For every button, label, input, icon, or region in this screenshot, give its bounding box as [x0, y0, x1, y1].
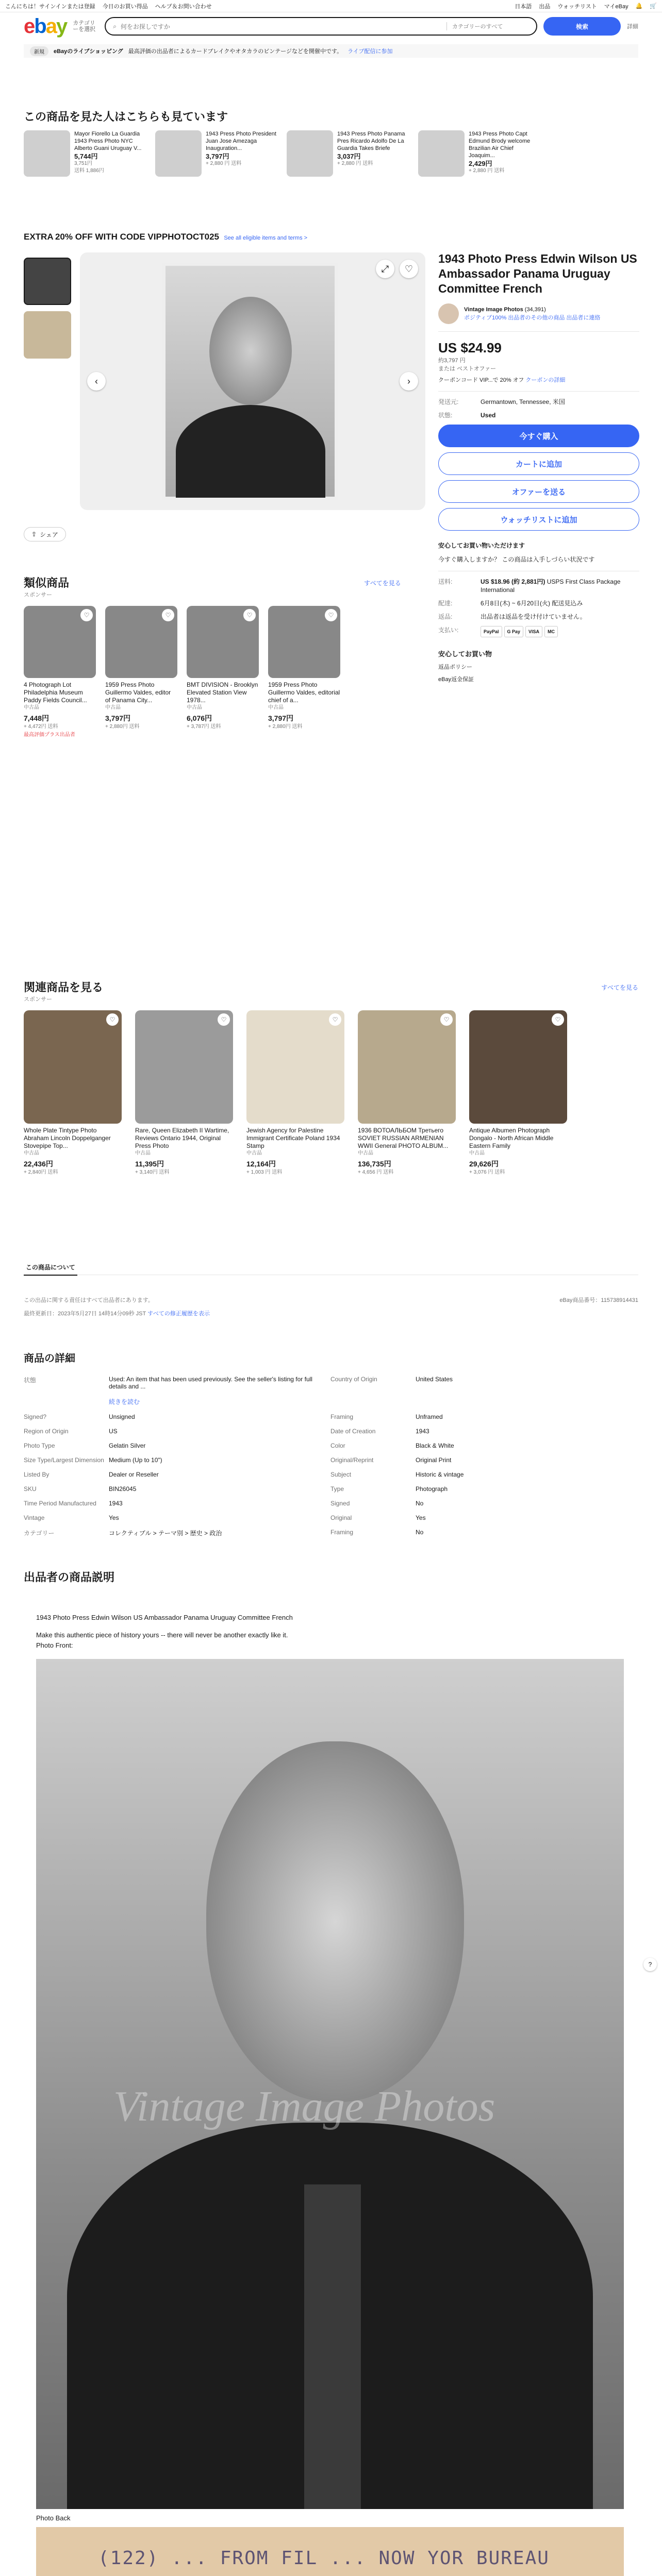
related-see-all[interactable]: すべてを見る	[601, 984, 638, 991]
specifics-table	[24, 1372, 637, 1541]
related-cond: 中古品	[358, 1150, 373, 1156]
prev-image-button[interactable]	[87, 372, 106, 391]
similar-title[interactable]: 1959 Press Photo Guillermo Valdes, editorial chief of a...	[268, 681, 340, 704]
spec-key: Photo Type	[24, 1442, 55, 1449]
similar-cond: 中古品	[268, 705, 284, 710]
spec-value: BIN26045	[109, 1485, 137, 1493]
all-changes-link[interactable]: すべての修正履歴を表示	[147, 1311, 210, 1317]
similar-image[interactable]	[268, 606, 340, 678]
header	[0, 12, 662, 40]
seller-name[interactable]: Vintage Image Photos	[464, 307, 523, 313]
spec-key: Original/Reprint	[330, 1456, 374, 1464]
related-title[interactable]: Rare, Queen Elizabeth II Wartime, Reviews Ontario 1944, Original Press Photo	[135, 1127, 229, 1149]
similar-ship: + 2,880円 送料	[105, 724, 140, 730]
spec-row	[24, 1424, 637, 1438]
trust-heading: 安心してお買い物	[438, 650, 492, 658]
related-heading: 関連商品を見る	[24, 981, 104, 994]
location-value: Germantown, Tennessee, 米国	[481, 398, 565, 405]
spec-value[interactable]: 続きを読む	[109, 1398, 140, 1405]
ebay-number: 115738914431	[601, 1297, 638, 1303]
spec-value: United States	[416, 1376, 453, 1383]
returns-value: 出品者は返品を受け付けていません。	[481, 613, 586, 620]
related-title[interactable]: Antique Albumen Photograph Dongalo - North African Middle Eastern Family	[469, 1127, 554, 1149]
heart-icon[interactable]: ♡	[329, 1013, 341, 1026]
top-bar	[0, 0, 662, 12]
similar-title[interactable]: BMT DIVISION - Brooklyn Elevated Station View 1978...	[187, 681, 258, 704]
product-price: US $24.99	[438, 340, 502, 355]
spec-key: SKU	[24, 1485, 37, 1493]
related-cond: 中古品	[246, 1150, 262, 1156]
related-ship: + 4,656 円 送料	[358, 1170, 394, 1175]
new-pill: 新規	[30, 46, 48, 56]
spec-value: Yes	[416, 1514, 426, 1521]
returns-label: 返品:	[438, 613, 453, 620]
spec-row	[24, 1372, 637, 1394]
related-title[interactable]: Jewish Agency for Palestine Immigrant Certificate Poland 1934 Stamp	[246, 1127, 340, 1149]
watch-heart-button[interactable]	[400, 260, 418, 278]
expand-button[interactable]	[376, 260, 394, 278]
spec-value: Black & White	[416, 1442, 454, 1449]
category-button[interactable]: カテゴリーを選択	[73, 20, 96, 32]
similar-card[interactable]	[24, 606, 96, 738]
product-title: 1943 Photo Press Edwin Wilson US Ambassador Panama Uruguay Committee French	[438, 252, 637, 295]
seen-heading: この商品を見た人はこちらも見ています	[24, 110, 228, 123]
heart-icon[interactable]: ♡	[552, 1013, 564, 1026]
about-note: この出品に関する責任はすべて出品者にあります。	[24, 1297, 154, 1303]
related-section	[24, 979, 638, 1176]
back-text-line: (122) ... FROM FIL ... NOW YOR BUREAU	[98, 2548, 550, 2569]
spec-value: No	[416, 1500, 424, 1507]
spec-value: Unframed	[416, 1413, 443, 1420]
search-input[interactable]	[105, 17, 537, 36]
chevron-right-icon: ›	[407, 376, 410, 386]
banner-title: eBayのライブショッピング	[54, 48, 123, 55]
shipping-value: US $18.96 (約 2,881円)	[481, 578, 547, 585]
photo-back-label: Photo Back	[36, 2514, 71, 2522]
sell-link[interactable]: 出品	[539, 3, 551, 10]
description-photo-back	[36, 2527, 624, 2576]
live-banner	[24, 44, 638, 58]
similar-cond: 中古品	[105, 705, 121, 710]
seen-item[interactable]	[24, 130, 145, 177]
similar-cond: 中古品	[187, 705, 202, 710]
shipping-label: 送料:	[438, 578, 453, 585]
spec-row	[24, 1525, 637, 1541]
cart-icon[interactable]: 🛒	[650, 3, 657, 9]
specifics-heading: 商品の詳細	[24, 1353, 75, 1364]
similar-card[interactable]	[268, 606, 340, 738]
seller-card	[438, 303, 639, 332]
next-image-button[interactable]	[400, 372, 418, 391]
spec-row	[24, 1467, 637, 1482]
spec-key: Framing	[330, 1529, 354, 1536]
spec-value: Gelatin Silver	[109, 1442, 146, 1449]
spec-key: Country of Origin	[330, 1376, 377, 1383]
heart-icon[interactable]: ♡	[162, 609, 174, 621]
description-photo-front	[36, 1659, 624, 2509]
heart-icon[interactable]: ♡	[218, 1013, 230, 1026]
spec-key: Date of Creation	[330, 1428, 376, 1435]
similar-cond: 中古品	[24, 705, 39, 710]
similar-image[interactable]	[105, 606, 177, 678]
spec-row	[24, 1496, 637, 1511]
seller-avatar[interactable]	[438, 303, 459, 324]
spec-key: Listed By	[24, 1471, 49, 1478]
promo-code: 20% OFF WITH CODE VIPPHOTOCT025	[55, 232, 219, 242]
spec-value: Original Print	[416, 1456, 452, 1464]
seen-price: 2,429円	[469, 160, 492, 167]
heart-icon[interactable]: ♡	[80, 609, 93, 621]
thumbnail-front[interactable]	[24, 258, 71, 305]
similar-ship: + 4,472円 送料	[24, 724, 58, 730]
similar-title[interactable]: 4 Photograph Lot Philadelphia Museum Paddy Fields Council...	[24, 681, 87, 704]
similar-heading: 類似商品	[24, 577, 70, 589]
seen-ship: 送料 1,886円	[74, 168, 104, 174]
related-price: 29,626円	[469, 1160, 499, 1168]
similar-price: 7,448円	[24, 714, 49, 722]
similar-card[interactable]	[105, 606, 177, 738]
category-select[interactable]: カテゴリーのすべて	[446, 22, 529, 30]
seen-title[interactable]: Mayor Fiorello La Guardia 1943 Press Photo NYC Alberto Guani Uruguay V...	[74, 131, 142, 151]
add-watchlist-button[interactable]: ウォッチリストに追加	[438, 508, 639, 531]
related-card[interactable]	[358, 1010, 456, 1176]
buy-now-button[interactable]: 今すぐ購入	[438, 425, 639, 447]
spec-key: Size Type/Largest Dimension	[24, 1456, 104, 1464]
description-heading: 出品者の商品説明	[24, 1571, 115, 1584]
similar-ship: + 3,787円 送料	[187, 724, 221, 730]
seller-other-link[interactable]: 出品者のその他の商品	[508, 315, 565, 321]
spec-value: Medium (Up to 10")	[109, 1456, 162, 1464]
coupon-text: クーポンコード VIP...で 20% オフ	[438, 377, 524, 383]
help-link[interactable]: ヘルプ＆お問い合わせ	[155, 3, 212, 10]
spec-row	[24, 1453, 637, 1467]
seller-contact-link[interactable]: 出品者に連絡	[566, 315, 601, 321]
spec-value: Yes	[109, 1514, 119, 1521]
seen-note: + 2,880 円 送料	[469, 168, 505, 174]
about-tabs	[24, 1260, 638, 1275]
spec-key: Original	[330, 1514, 352, 1521]
promo-prefix: EXTRA	[24, 232, 54, 242]
related-card[interactable]	[135, 1010, 233, 1176]
tab-about[interactable]: この商品について	[24, 1260, 77, 1276]
thumbnail-strip	[24, 258, 71, 365]
related-cond: 中古品	[24, 1150, 39, 1156]
watermark: Vintage Image Photos	[113, 2082, 495, 2130]
spec-row	[24, 1410, 637, 1424]
similar-image[interactable]	[187, 606, 259, 678]
seen-thumb[interactable]	[155, 130, 202, 177]
spec-key: Time Period Manufactured	[24, 1500, 96, 1507]
spec-key: Type	[330, 1485, 344, 1493]
share-label: シェア	[40, 531, 58, 538]
seen-title[interactable]: 1943 Press Photo President Juan Jose Amezaga Inauguration...	[206, 131, 276, 151]
chevron-left-icon: ‹	[95, 376, 98, 386]
seen-price: 5,744円	[74, 152, 98, 160]
seen-item[interactable]	[418, 130, 539, 177]
gpay-icon: G Pay	[504, 626, 524, 637]
question-icon: ?	[648, 1961, 652, 1968]
spec-key: Vintage	[24, 1514, 45, 1521]
share-icon: ⇪	[31, 531, 37, 538]
search-icon: ⌕	[113, 22, 117, 30]
coupon-link[interactable]: クーポンの詳細	[525, 377, 566, 383]
related-image[interactable]	[358, 1010, 456, 1124]
related-cond: 中古品	[135, 1150, 151, 1156]
spec-row	[24, 1394, 637, 1410]
spec-value: Historic & vintage	[416, 1471, 464, 1478]
spec-key: Color	[330, 1442, 345, 1449]
related-card[interactable]	[24, 1010, 122, 1176]
spec-key: 状態	[24, 1377, 37, 1384]
price-jpy: 約3,797 円	[438, 358, 466, 364]
spec-row	[24, 1511, 637, 1525]
spec-row	[24, 1482, 637, 1496]
similar-sponsor: スポンサー	[24, 592, 52, 598]
related-title[interactable]: 1936 ВОТОАЛЬБОМ Третьего SOVIET RUSSIAN ARMENIAN WWII General PHOTO ALBUM...	[358, 1127, 449, 1149]
ebay-logo[interactable]: ebay	[24, 14, 67, 38]
heart-icon[interactable]: ♡	[243, 609, 256, 621]
visa-icon: VISA	[525, 626, 542, 637]
description-line3: Photo Front:	[36, 1641, 73, 1649]
similar-section	[24, 574, 638, 738]
signin-link[interactable]: こんにちは！サインインまたは登録	[5, 3, 95, 10]
related-card[interactable]	[469, 1010, 567, 1176]
search-button[interactable]: 検索	[543, 17, 621, 36]
safe-shopping-note: 安心してお買い物いただけます	[438, 542, 525, 549]
seen-price: 3,037円	[337, 152, 361, 160]
seen-section	[24, 108, 638, 177]
banner-link[interactable]: ライブ配信に参加	[347, 48, 393, 55]
related-ship: + 3,076 円 送料	[469, 1170, 505, 1175]
related-price: 11,395円	[135, 1160, 164, 1168]
mastercard-icon: MC	[544, 626, 558, 637]
seen-thumb[interactable]	[24, 130, 70, 177]
seen-title[interactable]: 1943 Press Photo Capt Edmund Brody welcome Brazilian Air Chief Joaquim...	[469, 131, 531, 159]
spec-key: Region of Origin	[24, 1428, 69, 1435]
related-ship: + 1,003 円 送料	[246, 1170, 283, 1175]
spec-key: Signed	[330, 1500, 350, 1507]
location-label: 発送元:	[438, 398, 459, 405]
spec-value: Photograph	[416, 1485, 448, 1493]
description-title: 1943 Photo Press Edwin Wilson US Ambassador Panama Uruguay Committee French	[36, 1614, 293, 1621]
spec-value: コレクティブル > テーマ別 > 歴史 > 政治	[109, 1530, 222, 1537]
spec-row	[24, 1438, 637, 1453]
spec-key	[24, 1394, 109, 1410]
seen-item[interactable]	[287, 130, 408, 177]
heart-icon[interactable]: ♡	[106, 1013, 119, 1026]
similar-see-all[interactable]: すべてを見る	[364, 580, 401, 587]
spec-value: US	[109, 1428, 118, 1435]
seller-positive[interactable]: ポジティブ100%	[464, 315, 507, 321]
advanced-link[interactable]: 詳細	[627, 24, 638, 30]
heart-icon: ♡	[404, 263, 413, 274]
warning-note: 今すぐ購入しますか？ この商品は入手しづらい状況です	[438, 556, 595, 563]
similar-badge: 最高評価プラス出品者	[24, 732, 75, 738]
language-link[interactable]: 日本語	[515, 3, 532, 10]
payment-label: 支払い:	[438, 626, 459, 634]
delivery-label: 配達:	[438, 600, 453, 607]
item-specifics	[24, 1350, 637, 1541]
spec-value: No	[416, 1529, 424, 1536]
related-cond: 中古品	[469, 1150, 485, 1156]
spec-value: 1943	[416, 1428, 429, 1435]
share-button[interactable]	[24, 527, 66, 541]
related-ship: + 2,840円 送料	[24, 1170, 58, 1175]
similar-image[interactable]	[24, 606, 96, 678]
best-offer: または ベストオファー	[438, 366, 496, 372]
description-section	[24, 1569, 638, 1585]
heart-icon[interactable]: ♡	[440, 1013, 453, 1026]
about-meta	[24, 1296, 638, 1317]
promo-terms-link[interactable]: See all eligible items and terms >	[224, 235, 308, 241]
promo-bar	[24, 232, 638, 242]
watchlist-link[interactable]: ウォッチリスト	[557, 3, 597, 10]
spec-value: 1943	[109, 1500, 123, 1507]
related-image[interactable]	[135, 1010, 233, 1124]
spec-key: Framing	[330, 1413, 354, 1420]
spec-value: Dealer or Reseller	[109, 1471, 159, 1478]
condition-value: Used	[481, 412, 496, 419]
seen-thumb[interactable]	[287, 130, 333, 177]
trust-guarantee[interactable]: eBay返金保証	[438, 676, 474, 683]
spec-value: Unsigned	[109, 1413, 135, 1420]
myebay-link[interactable]: マイeBay	[604, 3, 628, 10]
spec-key	[330, 1394, 416, 1410]
bell-icon[interactable]: 🔔	[635, 3, 643, 9]
spec-key: カテゴリー	[24, 1530, 55, 1537]
ebay-number-label: eBay商品番号：	[559, 1297, 601, 1303]
similar-price: 6,076円	[187, 714, 212, 722]
help-float-button[interactable]	[643, 1958, 657, 1971]
seen-price: 3,797円	[206, 152, 229, 160]
deals-link[interactable]: 今日のお買い得品	[102, 3, 148, 10]
updated-date: 最終更新日：2023年5月27日 14時14分09秒 JST	[24, 1311, 146, 1317]
description-intro	[36, 1613, 624, 1651]
banner-text: 最高評価の出品者によるカードブレイクやオタカラのビンテージなどを開催中です。	[128, 48, 343, 55]
thumbnail-back[interactable]	[24, 311, 71, 359]
main-image[interactable]	[80, 252, 425, 510]
seller-count: (34,391)	[524, 307, 546, 313]
similar-price: 3,797円	[105, 714, 131, 722]
description-line2: Make this authentic piece of history yours -- there will never be another exactly like it.	[36, 1631, 288, 1639]
paypal-icon: PayPal	[481, 626, 502, 637]
similar-title[interactable]: 1959 Press Photo Guillermo Valdes, editor of Panama City...	[105, 681, 171, 704]
seen-note: 3,751円	[74, 161, 93, 166]
related-price: 136,735円	[358, 1160, 391, 1168]
similar-card[interactable]	[187, 606, 259, 738]
related-sponsor: スポンサー	[24, 996, 52, 1003]
seen-note: + 2,880 円 送料	[337, 161, 373, 166]
trust-returns[interactable]: 返品ポリシー	[438, 664, 472, 670]
seen-item[interactable]	[155, 130, 276, 177]
spec-key: Subject	[330, 1471, 352, 1478]
condition-label: 状態:	[438, 412, 453, 419]
related-image[interactable]	[469, 1010, 567, 1124]
spec-value: Used: An item that has been used previously. See the seller's listing for full details and ...	[109, 1376, 312, 1390]
spec-key: Signed?	[24, 1413, 47, 1420]
related-card[interactable]	[246, 1010, 344, 1176]
delivery-value: 6月8日(木) ~ 6月20日(火) 配送見込み	[481, 600, 583, 607]
main-photo	[162, 263, 338, 500]
seen-note: + 2,880 円 送料	[206, 161, 242, 166]
related-price: 12,164円	[246, 1160, 276, 1168]
related-title[interactable]: Whole Plate Tintype Photo Abraham Lincoln Doppelganger Stovepipe Top...	[24, 1127, 111, 1149]
search-placeholder: 何をお探しですか	[120, 23, 170, 30]
heart-icon[interactable]: ♡	[325, 609, 337, 621]
similar-price: 3,797円	[268, 714, 294, 722]
spec-value	[416, 1394, 637, 1410]
expand-icon: ⤢	[381, 263, 389, 274]
shipping-method: USPS First Class Package International	[481, 578, 621, 594]
add-to-cart-button[interactable]: カートに追加	[438, 452, 639, 475]
seen-title[interactable]: 1943 Press Photo Panama Pres Ricardo Adolfo De La Guardia Takes Briefe	[337, 131, 405, 151]
related-price: 22,436円	[24, 1160, 53, 1168]
make-offer-button[interactable]: オファーを送る	[438, 480, 639, 503]
related-ship: + 3,140円 送料	[135, 1170, 170, 1175]
similar-ship: + 2,880円 送料	[268, 724, 303, 730]
related-image[interactable]	[24, 1010, 122, 1124]
related-image[interactable]	[246, 1010, 344, 1124]
seen-thumb[interactable]	[418, 130, 465, 177]
